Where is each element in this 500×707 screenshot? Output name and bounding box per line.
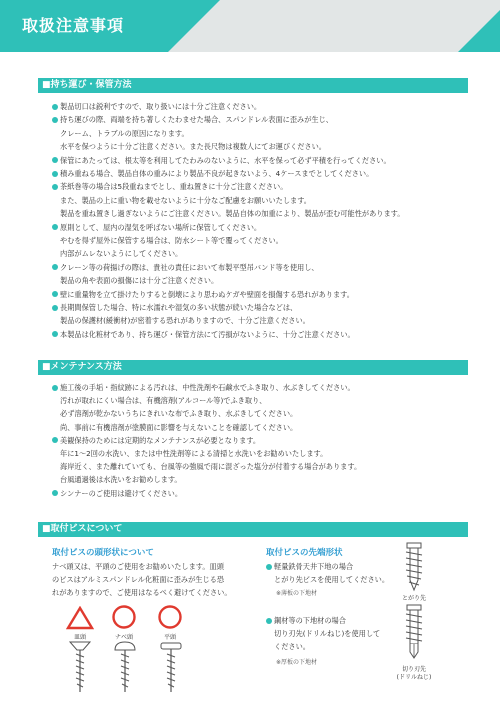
section-title-handling: ■持ち運び・保管方法	[38, 78, 468, 93]
list-item	[52, 302, 472, 314]
bullet-dot	[52, 385, 58, 391]
list-item-text: 製品の角や表面の損傷には十分ご注意ください。	[60, 276, 219, 286]
list-item-text: 製品切口は鋭利ですので、取り扱いには十分ご注意ください。	[60, 102, 262, 111]
list-item	[52, 222, 472, 234]
tip-light-text-1: 軽量鉄骨天井下地の場合	[274, 562, 354, 571]
bullet-dot	[52, 117, 58, 123]
list-item-text: 茶紙巻等の場合は5段重ねまでとし、重ね置きに十分ご注意ください。	[60, 182, 288, 192]
tip-steel-line-3: ください。	[274, 642, 310, 651]
pan-head-screw-icon	[112, 640, 138, 696]
tip-light-line-1	[266, 560, 353, 573]
list-item-text: 尚、事前に有機溶剤が塗膜面に影響を与えないことを確認してください。	[60, 422, 298, 432]
list-item-text: また、製品の上に重い物を載せないように十分なご配慮をお願いいたします。	[60, 195, 311, 205]
tip-steel-caption-1: 切り刃先	[401, 666, 426, 673]
list-item-text: シンナーのご使用は避けてください。	[60, 488, 183, 498]
screw-head-line-2: のビスはアルミスパンドレル化粧面に歪みが生じる恐	[52, 575, 225, 584]
tip-steel-text-1: 鋼材等の下地材の場合	[274, 616, 346, 625]
list-item-text: 必ず溶剤が乾かないうちにきれいな布でふき取り、水ぶきしてください。	[60, 409, 298, 419]
list-item-text: 内部がムレないようにしてください。	[60, 249, 183, 259]
bullet-dot	[266, 618, 272, 624]
screw-head-line-1: ナベ頭又は、平頭のご使用をお勧めいたします。皿頭	[52, 562, 224, 571]
tip-steel-line-2: 切り刃先(ドリルねじ)を使用して	[274, 629, 381, 638]
tip-light-note: ※薄板の下地材	[276, 590, 318, 597]
list-item	[52, 488, 472, 500]
list-item-text: 持ち運びの際、両端を持ち著しくたわませた場合、スパンドレル表面に歪みが生じ、	[60, 115, 333, 125]
list-item-text: 製品を重ね置きし過ぎないようにご注意ください。製品自体の加重により、製品が歪む可能性があります。	[60, 209, 405, 219]
list-item	[60, 422, 480, 434]
flat-head-screw-icon	[158, 640, 184, 696]
list-item-text: クレーム、トラブルの原因になります。	[60, 128, 189, 138]
list-item-text: 壁に重量物を立て掛けたりすると倒壊により思わぬケガや壁面を損傷する恐れがあります。	[60, 289, 354, 299]
section-title-screws: ■取付ビスについて	[38, 522, 468, 537]
list-item-text: やむを得ず屋外に保管する場合は、防水シート等で覆ってください。	[60, 236, 283, 245]
list-item	[60, 275, 480, 287]
list-item-text: 汚れが取れにくい場合は、有機溶剤(アルコール等)でふき取り、	[60, 396, 267, 406]
list-item-text: 水平を保つように十分ご注意ください。また長尺物は複数人にてお運びください。	[60, 142, 326, 152]
list-item	[52, 329, 472, 341]
triangle-warning-icon	[66, 606, 94, 630]
list-item	[52, 101, 472, 113]
bullet-dot	[52, 305, 58, 311]
list-item	[52, 114, 472, 126]
pointed-screw-icon	[402, 542, 426, 592]
tip-steel-caption-2: (ドリルねじ)	[396, 674, 432, 681]
list-item-text: 積み重ねる場合、製品自体の重みにより製品不良が起きないよう、4ケースまでとしてください。	[60, 169, 374, 178]
tip-light-caption: とがり先	[401, 595, 426, 602]
list-item	[52, 181, 472, 193]
bullet-dot	[52, 157, 58, 163]
list-item-text: 海岸近く、また離れていても、台風等の強風で雨に混ざった塩分が付着する場合があります。	[60, 462, 362, 472]
list-item	[60, 315, 480, 327]
list-item	[52, 155, 472, 167]
list-item-text: 台風通過後は水洗いをお勧めします。	[60, 475, 182, 485]
list-item-text: 製品の保護材(緩衝材)が密着する恐れがありますので、十分ご注意ください。	[60, 316, 310, 326]
bullet-dot	[52, 224, 58, 230]
bullet-dot	[52, 184, 58, 190]
section-title-maintenance: ■メンテナンス方法	[38, 360, 468, 375]
bullet-dot	[52, 291, 58, 297]
screw-head-line-3: れがありますので、ご使用はなるべく避けてください。	[52, 588, 232, 597]
list-item	[60, 448, 480, 460]
list-item	[60, 128, 480, 140]
list-item	[60, 235, 480, 247]
countersunk-screw-icon	[68, 640, 92, 696]
list-item	[52, 168, 472, 180]
list-item-text: 施工後の手垢・指紋跡による汚れは、中性洗剤や石鹸水でふき取り、水ぶきしてください。	[60, 383, 355, 392]
bullet-dot	[52, 171, 58, 177]
list-item-text: 年に1～2回の水洗い、または中性洗剤等による清掃と水洗いをお勧めいたします。	[60, 449, 328, 458]
list-item-text: 長期間保管した場合、特に水濡れや湿気の多い状態が続いた場合などは、	[60, 303, 298, 312]
label-countersunk: 皿頭	[73, 634, 86, 641]
bullet-dot	[52, 490, 58, 496]
list-item	[60, 141, 480, 153]
list-item	[60, 248, 480, 260]
tip-steel-line-1	[266, 614, 346, 627]
bullet-dot	[266, 564, 272, 570]
screw-head-title: 取付ビスの頭形状について	[52, 548, 154, 558]
bullet-dot	[52, 104, 58, 110]
circle-ok-icon	[157, 604, 183, 630]
circle-ok-icon	[111, 604, 137, 630]
bullet-dot	[52, 437, 58, 443]
list-item	[60, 208, 480, 220]
tip-light-line-2: とがり先ビスを使用してください。	[274, 575, 390, 584]
page-header	[0, 0, 500, 52]
tip-steel-note: ※厚板の下地材	[276, 659, 318, 666]
bullet-dot	[52, 264, 58, 270]
list-item-text: 美観保持のためには定期的なメンテナンスが必要となります。	[60, 435, 261, 445]
drill-screw-icon	[402, 604, 426, 660]
list-item-text: 本製品は化粧材であり、持ち運び・保管方法にて汚損がないように、十分ご注意ください。	[60, 329, 355, 339]
page-title: 取扱注意事項	[22, 16, 125, 35]
list-item	[52, 382, 472, 394]
list-item	[52, 262, 472, 274]
header-decoration	[168, 0, 500, 52]
list-item	[52, 435, 472, 447]
label-flat-head: 平頭	[163, 634, 176, 641]
list-item	[60, 474, 480, 486]
list-item	[60, 408, 480, 420]
list-item-text: 保管にあたっては、根太等を利用してたわみのないように、水平を保って必ず平積を行ってください。	[60, 155, 391, 165]
list-item	[60, 461, 480, 473]
list-item	[52, 289, 472, 301]
screw-tip-title: 取付ビスの先端形状	[266, 548, 343, 558]
label-pan-head: ナベ頭	[114, 634, 133, 641]
bullet-dot	[52, 331, 58, 337]
list-item	[60, 195, 480, 207]
list-item	[60, 395, 480, 407]
list-item-text: 原則として、屋内の湿気を呼ばない場所に保管してください。	[60, 222, 262, 232]
list-item-text: クレーン等の荷揚げの際は、貴社の責任において布製平型吊バンド等を使用し、	[60, 262, 319, 272]
